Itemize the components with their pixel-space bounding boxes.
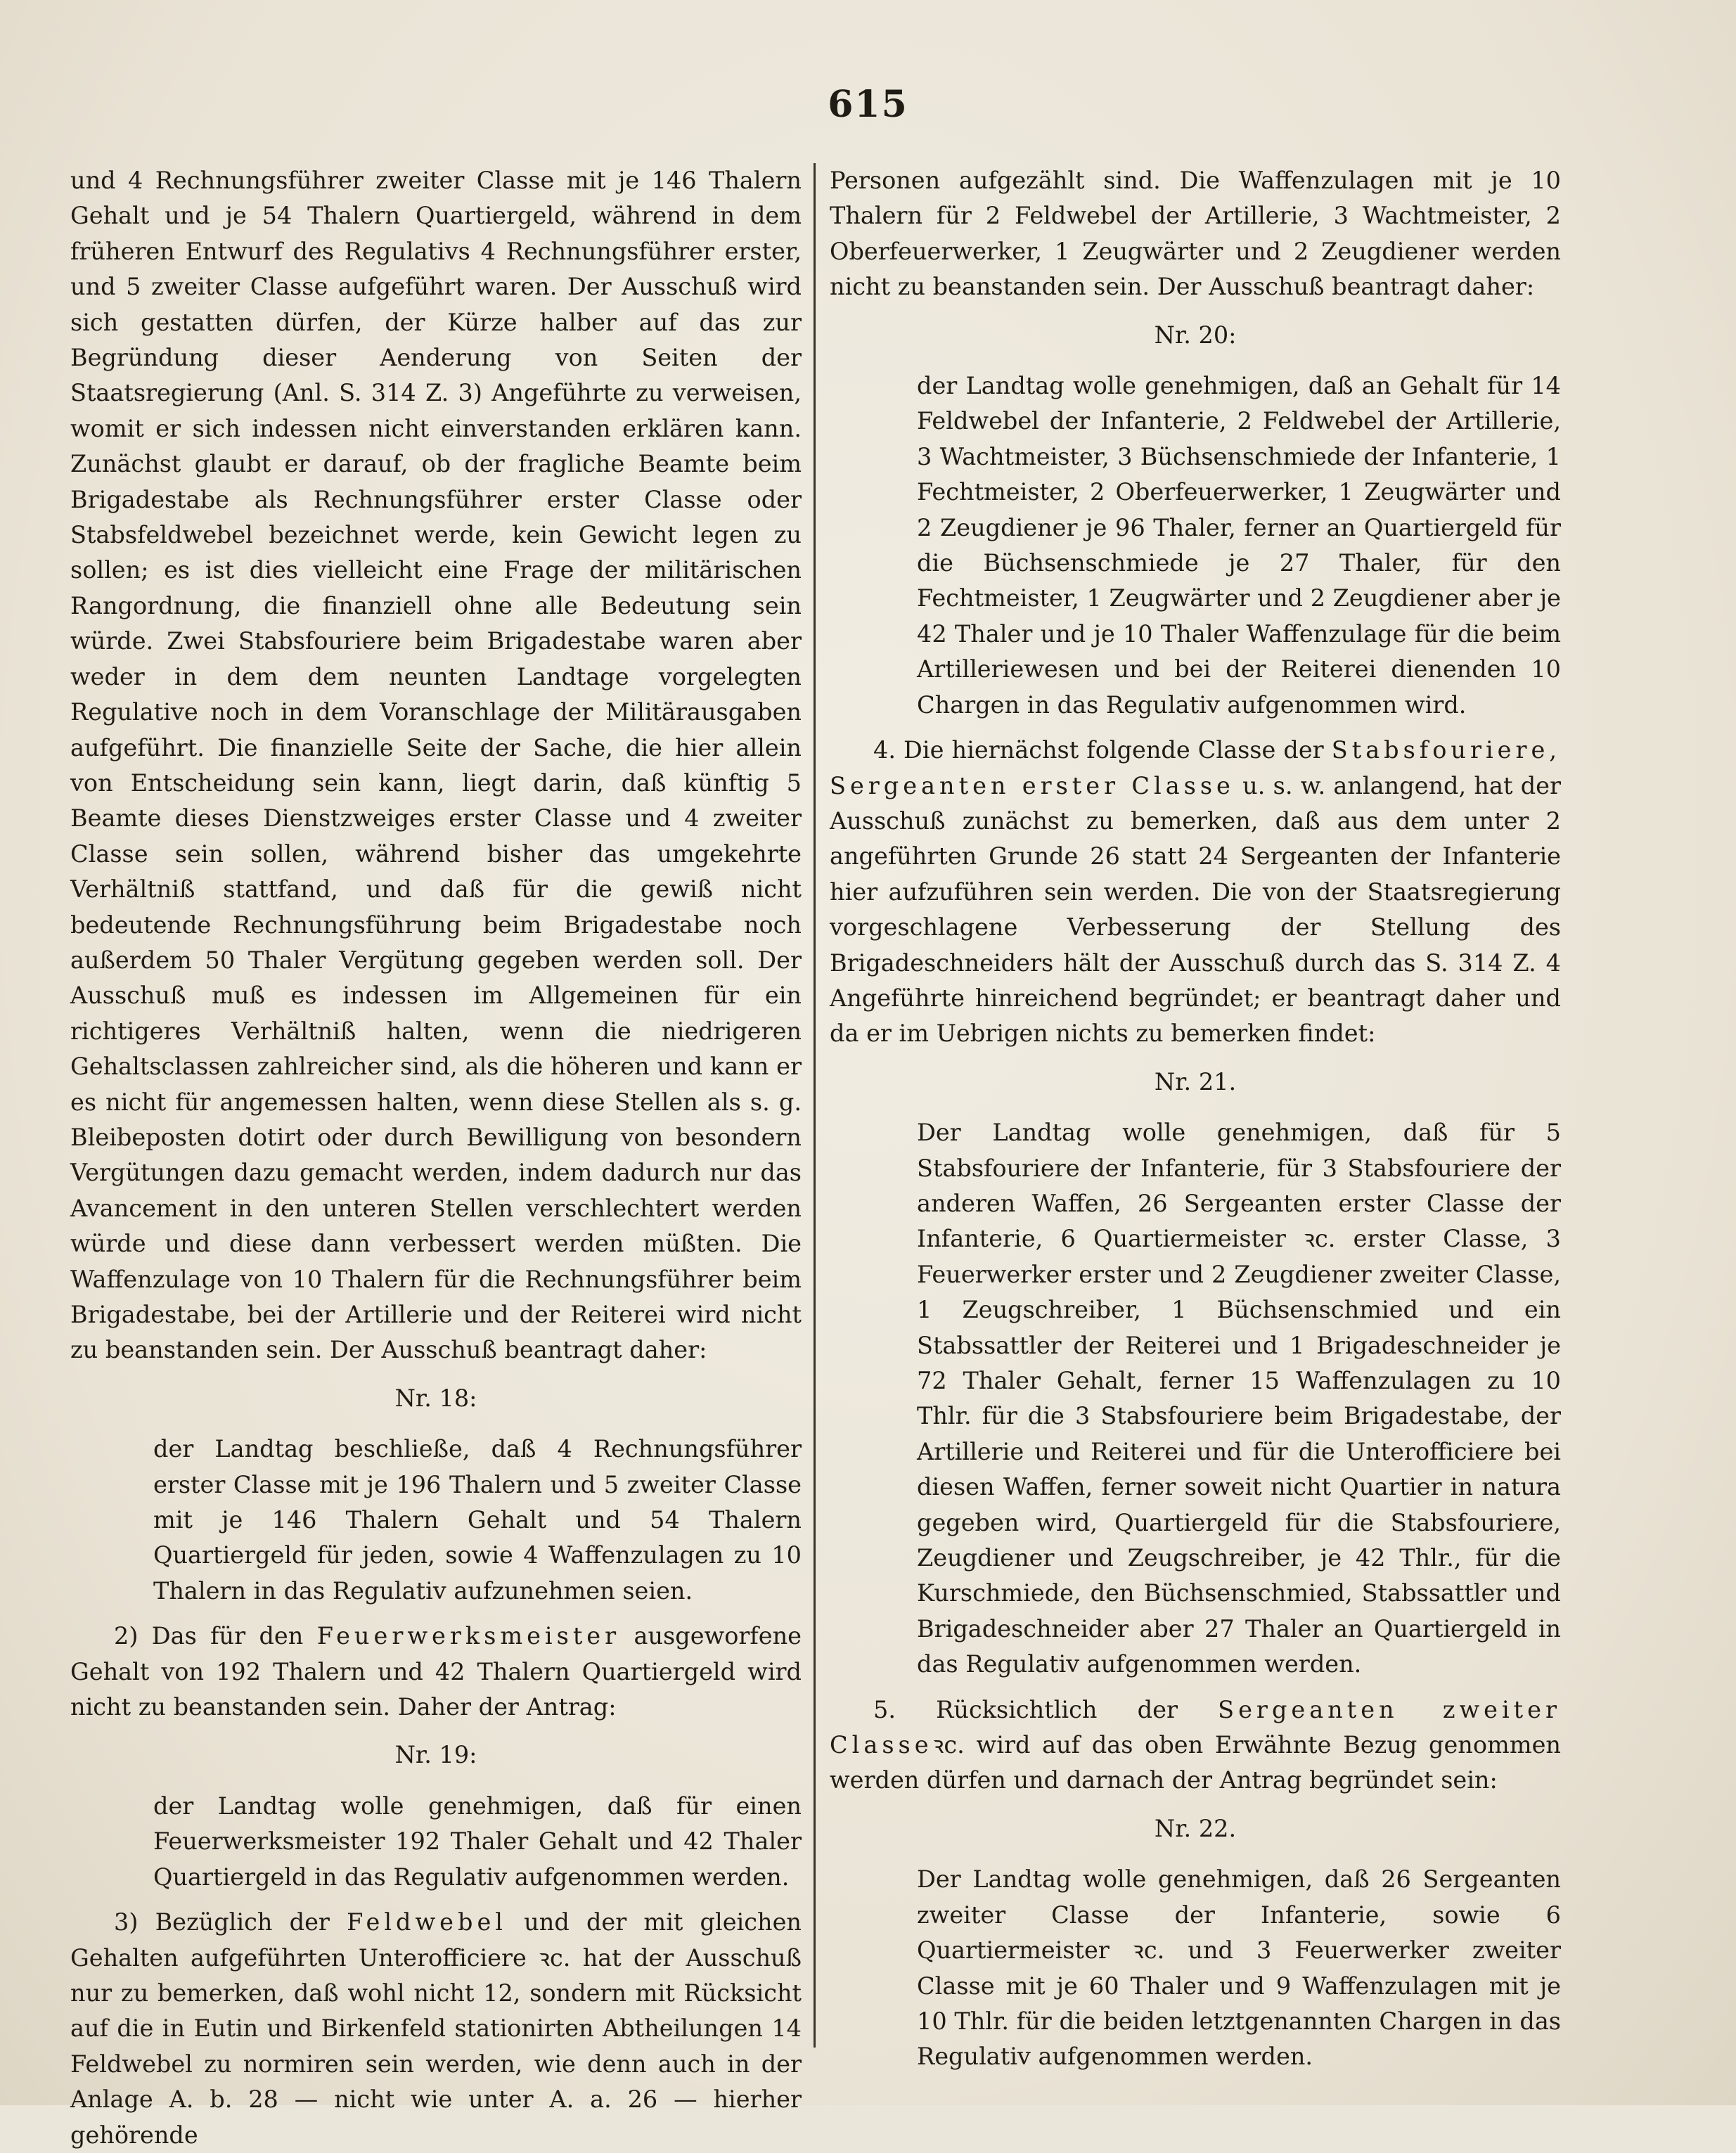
motion-text-20: der Landtag wolle genehmigen, daß an Gehalt für 14 Feldwebel der Infanterie, 2 Feldwebel der Artillerie, 3 Wachtmeister, 3 Büchsenschmiede der Infanterie, 1 Fechtmeister, 2 Oberfeuerwerker, 1 Zeugwärter und 2 Zeugdiener je 96 Thaler, ferner an Quartiergeld für die Büchsenschmiede je 27 Thaler, für den Fechtmeister, 1 Zeugwärter und 2 Zeugdiener aber je 42 Thaler und je 10 Thaler Waffenzulage für die beim Artilleriewesen und bei der Reiterei dienenden 10 Chargen in das Regulativ aufgenommen wird. [917,372,1561,719]
paragraph-stabsfouriere [830,733,1561,1052]
paragraph-feldwebel [70,1905,802,2153]
paragraph-rest: ausgeworfene Gehalt von 192 Thalern und 42 Thalern Quartiergeld wird nicht zu beanstanden sein. Daher der Antrag: [70,1622,802,1721]
motion-heading-18: Nr. 18: [394,1384,477,1412]
motion-text-21: Der Landtag wolle genehmigen, daß für 5 Stabsfouriere der Infanterie, für 3 Stabsfouriere der anderen Waffen, 26 Sergeanten erster Classe der Infanterie, 6 Quartiermeister ꝛc. erster Classe, 3 Feuerwerker erster und 2 Zeugdiener zweiter Classe, 1 Zeugschreiber, 1 Büchsenschmied und ein Stabssattler der Reiterei und 1 Brigadeschneider je 72 Thaler Gehalt, ferner 15 Waffenzulagen zu 10 Thlr. für die 3 Stabsfouriere beim Brigadestabe, der Artillerie und Reiterei und für die Unterofficiere bei diesen Waffen, ferner soweit nicht Quartier in natura gegeben wird, Quartiergeld für die Stabsfouriere, Zeugdiener und Zeugschreiber, je 42 Thlr., für die Kurschmiede, den Büchsenschmied, Stabssattler und Brigadeschneider aber 27 Thaler an Quartiergeld in das Regulativ aufgenommen werden. [917,1119,1561,1678]
paragraph-feuerwerksmeister [70,1619,802,1725]
page-number: 615 [828,83,908,126]
right-column [830,163,1561,2075]
paragraph-personen: Personen aufgezählt sind. Die Waffenzulagen mit je 10 Thalern für 2 Feldwebel der Artillerie, 3 Wachtmeister, 2 Oberfeuerwerker, 1 Zeugwärter und 2 Zeugdiener werden nicht zu beanstanden sein. Der Ausschuß beantragt daher: [830,167,1561,301]
motion-text-18: der Landtag beschließe, daß 4 Rechnungsführer erster Classe mit je 196 Thalern und 5 zweiter Classe mit je 146 Thalern Gehalt und 54 Thalern Quartiergeld für jeden, sowie 4 Waffenzulagen zu 10 Thalern in das Regulativ aufzunehmen seien. [153,1435,802,1605]
left-column [70,163,802,2153]
paragraph-rechnungsfuehrer: und 4 Rechnungsführer zweiter Classe mit je 146 Thalern Gehalt und je 54 Thalern Quartiergeld, während in dem früheren Entwurf des Regulativs 4 Rechnungsführer erster, und 5 zweiter Classe aufgeführt waren. Der Ausschuß wird sich gestatten dürfen, der Kürze halber auf das zur Begründung dieser Aenderung von Seiten der Staatsregierung (Anl. S. 314 Z. 3) Angeführte zu verweisen, womit er sich indessen nicht einverstanden erklären kann. Zunächst glaubt er darauf, ob der fragliche Beamte beim Brigadestabe als Rechnungsführer erster Classe oder Stabsfeldwebel bezeichnet werde, kein Gewicht legen zu sollen; es ist dies vielleicht eine Frage der militärischen Rangordnung, die finanziell ohne alle Bedeutung sein würde. Zwei Stabsfouriere beim Brigadestabe waren aber weder in dem dem neunten Landtage vorgelegten Regulative noch in dem Voranschlage der Militärausgaben aufgeführt. Die finanzielle Seite der Sache, die hier allein von Entscheidung sein kann, liegt darin, daß künftig 5 Beamte dieses Dienstzweiges erster Classe und 4 zweiter Classe sein sollen, während bisher das umgekehrte Verhältniß stattfand, und daß für die gewiß nicht bedeutende Rechnungsführung beim Brigadestabe noch außerdem 50 Thaler Vergütung gegeben werden soll. Der Ausschuß muß es indessen im Allgemeinen für ein richtigeres Verhältniß halten, wenn die niedrigeren Gehaltsclassen zahlreicher sind, als die höheren und kann er es nicht für angemessen halten, wenn diese Stellen als s. g. Bleibeposten dotirt oder durch Bewilligung von besondern Vergütungen dazu gemacht werden, indem dadurch nur das Avancement in den unteren Stellen verschlechtert werden würde und diese dann verbessert werden müßten. Die Waffenzulage von 10 Thalern für die Rechnungsführer beim Brigadestabe, bei der Artillerie und der Reiterei wird nicht zu beanstanden sein. Der Ausschuß beantragt daher: [70,167,802,1364]
spaced-term: Feuerwerksmeister [316,1622,621,1650]
column-divider [814,163,816,2048]
motion-heading-22: Nr. 22. [1154,1814,1237,1842]
paragraph-rest: und der mit gleichen Gehalten aufgeführten Unterofficiere ꝛc. hat der Ausschuß nur zu bemerken, daß wohl nicht 12, sondern mit Rücksicht auf die in Eutin und Birkenfeld stationirten Abtheilungen 14 Feldwebel zu normiren sein werden, wie denn auch in der Anlage A. b. 28 — nicht wie unter A. a. 26 — hierher gehörende [70,1908,802,2149]
paragraph-lead: 5. Rücksichtlich der [873,1695,1219,1723]
paragraph-sergeanten [830,1692,1561,1799]
motion-heading-21: Nr. 21. [1154,1067,1237,1095]
paragraph-rest: ꝛc. wird auf das oben Erwähnte Bezug genommen werden dürfen und darnach der Antrag begründet sein: [830,1731,1561,1794]
spaced-term: Sergeanten zweiter Classe [830,1695,1561,1759]
motion-text-19: der Landtag wolle genehmigen, daß für einen Feuerwerksmeister 192 Thaler Gehalt und 42 Thaler Quartiergeld in das Regulativ aufgenommen werden. [153,1792,802,1891]
paragraph-rest: u. s. w. anlangend, hat der Ausschuß zunächst zu bemerken, daß aus dem unter 2 angeführten Grunde 26 statt 24 Sergeanten der Infanterie hier aufzuführen sein werden. Die von der Staatsregierung vorgeschlagene Verbesserung der Stellung des Brigadeschneiders hält der Ausschuß durch das S. 314 Z. 4 Angeführte hinreichend begründet; er beantragt daher und da er im Uebrigen nichts zu bemerken findet: [830,771,1561,1048]
spaced-term: Stabsfouriere, Sergeanten erster Classe [830,736,1561,799]
paragraph-lead: 2) Das für den [114,1622,317,1650]
motion-text-22: Der Landtag wolle genehmigen, daß 26 Sergeanten zweiter Classe der Infanterie, sowie 6 Quartiermeister ꝛc. und 3 Feuerwerker zweiter Classe mit je 60 Thaler und 9 Waffenzulagen mit je 10 Thlr. für die beiden letztgenannten Chargen in das Regulativ aufgenommen werden. [917,1865,1561,2071]
motion-heading-19: Nr. 19: [394,1741,477,1769]
motion-heading-20: Nr. 20: [1154,321,1237,349]
paragraph-lead: 3) Bezüglich der [114,1908,347,1936]
paragraph-lead: 4. Die hiernächst folgende Classe der [873,736,1332,764]
spaced-term: Feldwebel [347,1908,507,1936]
